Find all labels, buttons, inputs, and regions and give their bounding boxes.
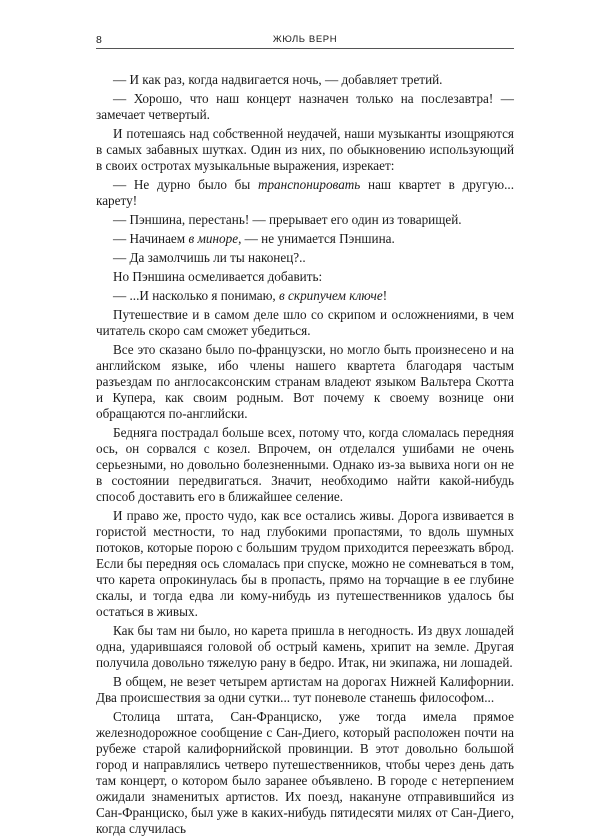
body-text <box>96 72 514 840</box>
paragraph: — Пэншина, перестань! — прерывает его один из товарищей. <box>113 212 462 227</box>
paragraph: Как бы там ни было, но карета пришла в негодность. Из двух лошадей одна, ударившаяся головой об острый камень, хрипит на земле. Другая получила довольно тяжелую рану в бедро. Итак, ни экипажа, ни лошадей. <box>96 623 514 670</box>
italic-term: в миноре <box>188 231 239 246</box>
text-run: — Начинаем <box>113 231 189 246</box>
italic-term: в скрипучем ключе <box>279 288 383 303</box>
paragraph: И право же, просто чудо, как все остались живы. Дорога извивается в гористой местности, то над глубокими пропастями, то вдоль шумных потоков, которые порою с большим трудом приходится переезжать вброд. Если бы передняя ось сломалась при спуске, можно не сомневаться в том, что карета опрокинулась бы в пропасть, прямо на торчащие в ее глубине скалы, и тогда едва ли кому-нибудь из путешественников удалось бы остаться в живых. <box>96 508 514 619</box>
paragraph: Столица штата, Сан-Франциско, уже тогда имела прямое железнодорожное сообщение с Сан-Диего, который расположен почти на рубеже старой калифорнийской провинции. В этот довольно большой город и направлялись четверо путешественников, чтобы через день дать там концерт, о котором было заранее объявлено. В городе с нетерпением ожидали знаменитых артистов. Их поезд, накануне отправившийся из Сан-Франциско, был уже в каких-нибудь пятидесяти милях от Сан-Диего, когда случилась <box>96 709 514 836</box>
paragraph: Но Пэншина осмеливается добавить: <box>113 269 323 284</box>
running-title: ЖЮЛЬ ВЕРН <box>272 34 338 45</box>
paragraph: — И как раз, когда надвигается ночь, — добавляет третий. <box>113 72 443 87</box>
paragraph: В общем, не везет четырем артистам на дорогах Нижней Калифорнии. Два происшествия за одни сутки... тут поневоле станешь философом... <box>96 674 514 705</box>
text-run: — Не дурно было бы <box>113 177 258 192</box>
paragraph <box>96 288 514 304</box>
paragraph: И потешаясь над собственной неудачей, наши музыканты изощряются в самых забавных шутках. Один из них, по обыкновению использующий в своих остротах музыкальные выражения, изрекает: <box>96 126 514 173</box>
text-run: , — не унимается Пэншина. <box>238 231 395 246</box>
paragraph <box>96 231 514 247</box>
paragraph <box>96 177 514 209</box>
running-header <box>96 34 514 49</box>
text-run: наш квартет в другую... карету! <box>96 177 514 208</box>
text-run: — ...И насколько я понимаю, <box>113 288 280 303</box>
paragraph: — Хорошо, что наш концерт назначен только на послезавтра! — замечает четвертый. <box>96 91 514 122</box>
text-run: ! <box>382 288 388 303</box>
italic-term: транспонировать <box>257 177 361 192</box>
page-number: 8 <box>96 34 103 46</box>
paragraph: — Да замолчишь ли ты наконец?.. <box>113 250 306 265</box>
paragraph: Путешествие и в самом деле шло со скрипом и осложнениями, в чем читатель скоро сам сможет убедиться. <box>96 307 514 338</box>
paragraph: Бедняга пострадал больше всех, потому что, когда сломалась передняя ось, он сорвался с козел. Впрочем, он отделался ушибами не очень серьезными, но довольно болезненными. Однако из-за вывиха ноги он не в состоянии передвигаться. Значит, необходимо найти какой-нибудь способ доставить его в ближайшее селение. <box>96 425 514 504</box>
paragraph: Все это сказано было по-французски, но могло быть произнесено и на английском языке, ибо члены нашего квартета благодаря частым разъездам по англосаксонским странам владеют языком Вальтера Скотта и Купера, как своим родным. Вот почему к своему вознице они обращаются по-английски. <box>96 342 514 421</box>
